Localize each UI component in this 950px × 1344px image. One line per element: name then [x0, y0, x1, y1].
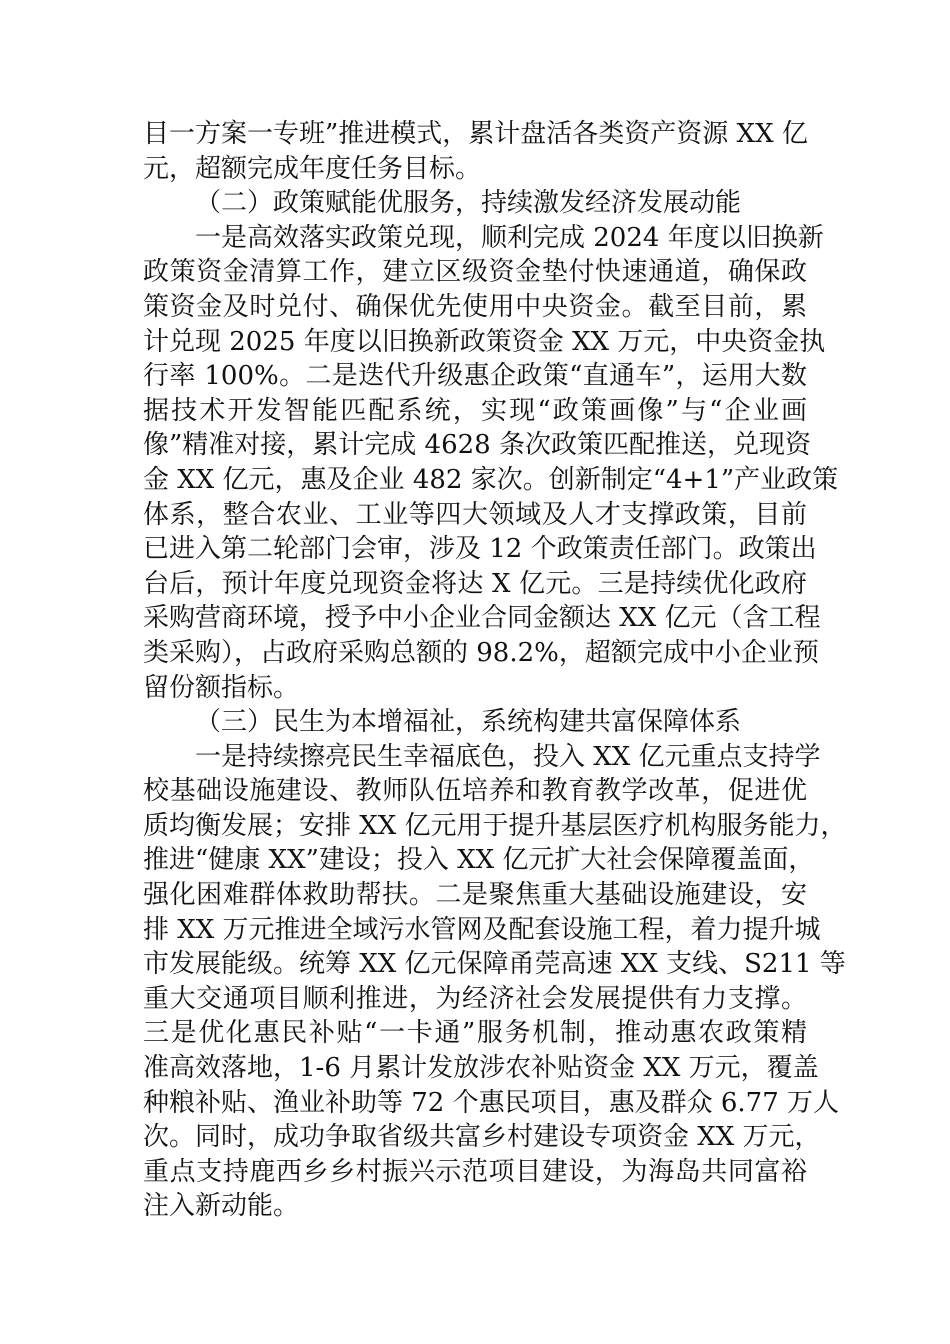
- section-heading: （三）民生为本增福祉，系统构建共富保障体系: [195, 707, 742, 738]
- text-line: 据技术开发智能匹配系统，实现“政策画像”与“企业画: [143, 395, 807, 426]
- text-line: 目一方案一专班”推进模式，累计盘活各类资产资源 XX 亿: [143, 119, 808, 149]
- text-line: 留份额指标。: [143, 672, 300, 703]
- document-body: [143, 117, 847, 1224]
- text-line: 一是高效落实政策兑现，顺利完成 2024 年度以旧换新: [195, 222, 824, 253]
- text-line: 计兑现 2025 年度以旧换新政策资金 XX 万元，中央资金执: [143, 326, 826, 357]
- text-line: 重点支持鹿西乡乡村振兴示范项目建设，为海岛共同富裕: [143, 1156, 807, 1187]
- text-line: 采购营商环境，授予中小企业合同金额达 XX 亿元（含工程: [143, 603, 821, 634]
- text-line: 校基础设施建设、教师队伍培养和教育教学改革，促进优: [143, 776, 807, 807]
- text-line: 已进入第二轮部门会审，涉及 12 个政策责任部门。政策出: [143, 534, 817, 565]
- text-line: 三是优化惠民补贴“一卡通”服务机制，推动惠农政策精: [143, 1018, 807, 1049]
- text-line: 一是持续擦亮民生幸福底色，投入 XX 亿元重点支持学: [195, 741, 821, 772]
- text-line: 次。同时，成功争取省级共富乡村建设专项资金 XX 万元，: [143, 1122, 821, 1153]
- text-line: 重大交通项目顺利推进，为经济社会发展提供有力支撑。: [143, 983, 807, 1014]
- text-line: 类采购），占政府采购总额的 98.2%，超额完成中小企业预: [143, 637, 819, 668]
- text-line: 政策资金清算工作，建立区级资金垫付快速通道，确保政: [143, 257, 807, 288]
- text-line: 像”精准对接，累计完成 4628 条次政策匹配推送，兑现资: [143, 430, 811, 461]
- text-line: 质均衡发展；安排 XX 亿元用于提升基层医疗机构服务能力，: [143, 810, 847, 841]
- text-line: 体系，整合农业、工业等四大领域及人才支撑政策，目前: [143, 499, 807, 530]
- text-line: 金 XX 亿元，惠及企业 482 家次。创新制定“4+1”产业政策: [143, 464, 839, 495]
- text-line: 注入新动能。: [143, 1191, 300, 1222]
- text-line: 强化困难群体救助帮扶。二是聚焦重大基础设施建设，安: [143, 880, 807, 911]
- section-heading: （二）政策赋能优服务，持续激发经济发展动能: [195, 188, 742, 219]
- text-line: 种粮补贴、渔业补助等 72 个惠民项目，惠及群众 6.77 万人: [143, 1087, 840, 1118]
- text-line: 行率 100%。二是迭代升级惠企政策“直通车”，运用大数: [143, 361, 807, 392]
- text-line: 排 XX 万元推进全域污水管网及配套设施工程，着力提升城: [143, 914, 821, 945]
- text-line: 元，超额完成年度任务目标。: [143, 153, 482, 184]
- text-line: 推进“健康 XX”建设；投入 XX 亿元扩大社会保障覆盖面，: [143, 845, 815, 876]
- text-line: 台后，预计年度兑现资金将达 X 亿元。三是持续优化政府: [143, 568, 807, 599]
- text-line: 策资金及时兑付、确保优先使用中央资金。截至目前，累: [143, 291, 807, 322]
- text-line: 准高效落地，1-6 月累计发放涉农补贴资金 XX 万元，覆盖: [143, 1053, 819, 1084]
- text-line: 市发展能级。统筹 XX 亿元保障甬莞高速 XX 支线、S211 等: [143, 949, 846, 980]
